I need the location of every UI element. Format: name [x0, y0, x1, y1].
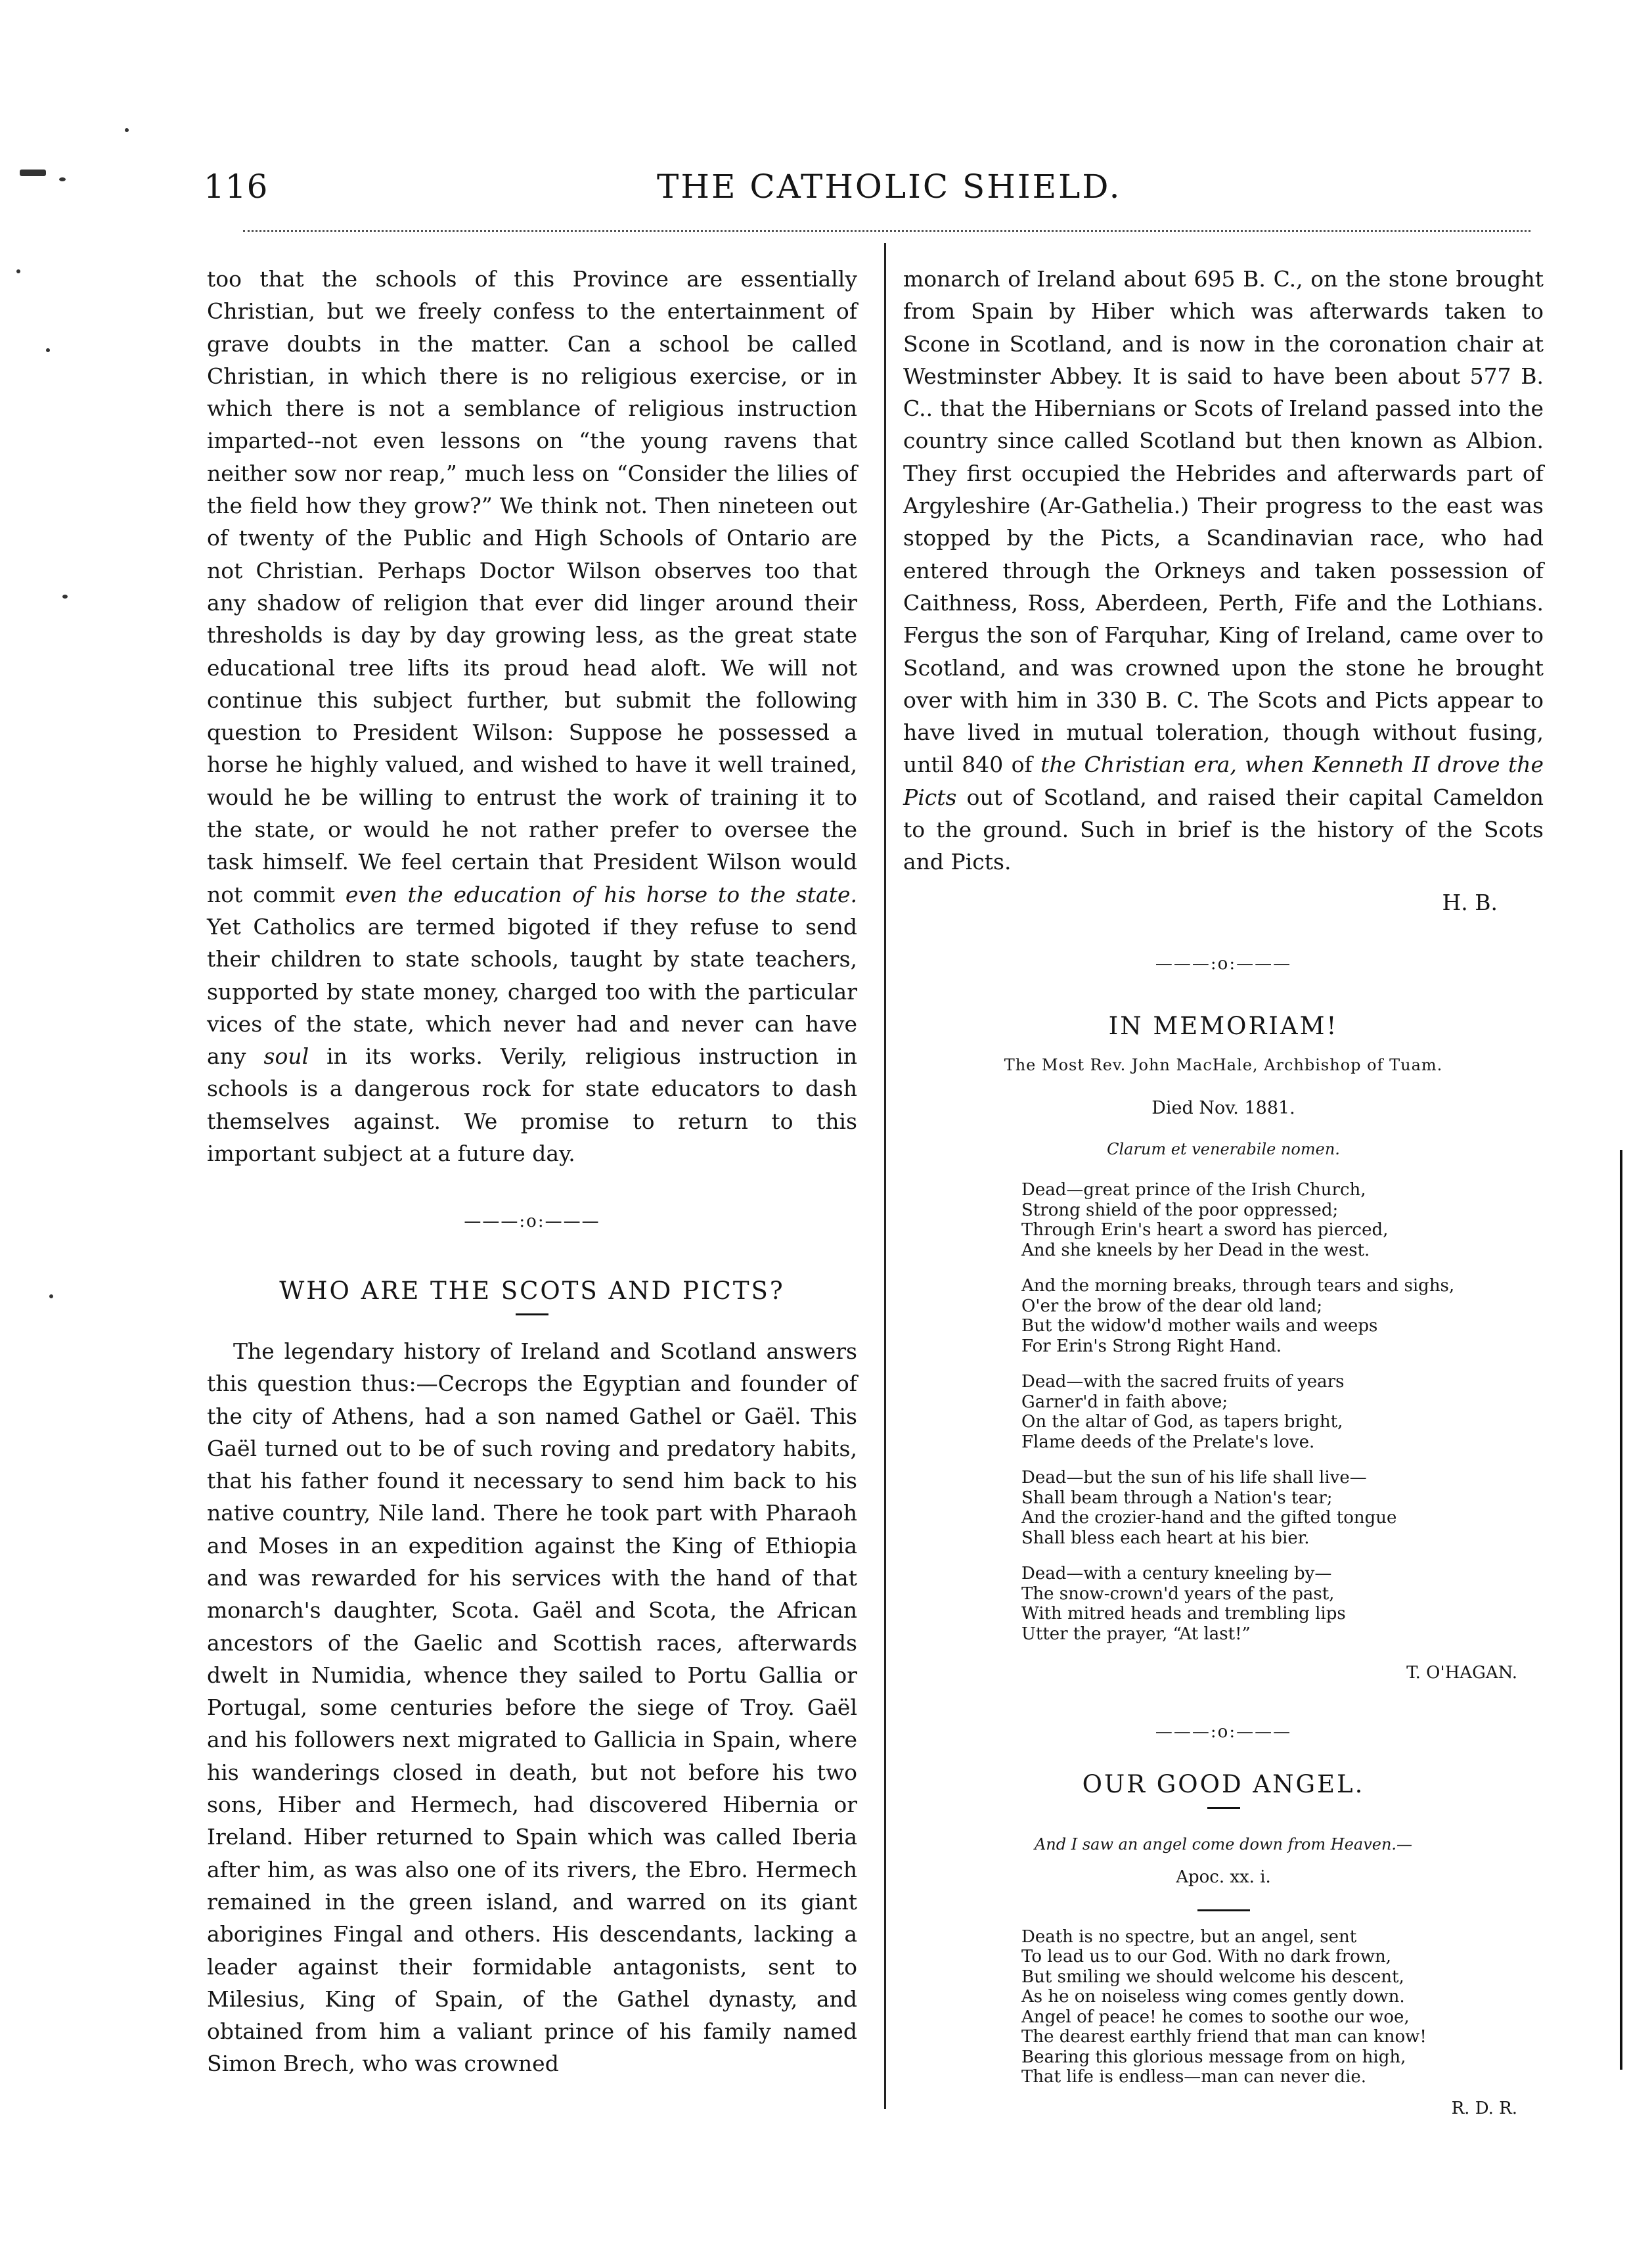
- memoriam-died: Died Nov. 1881.: [1151, 1097, 1295, 1118]
- paragraph-text: out of Scotland, and raised their capital Cameldon to the ground. Such in brief is the history of the Scots and Picts.: [903, 784, 1544, 875]
- poem-line: Dead—great prince of the Irish Church,: [1021, 1180, 1366, 1200]
- angel-title: OUR GOOD ANGEL.: [1082, 1770, 1365, 1799]
- poem-line: To lead us to our God. With no dark frown,: [1021, 1947, 1392, 1967]
- memoriam-title: IN MEMORIAM!: [1108, 1012, 1339, 1041]
- poem-line: But the widow'd mother wails and weeps: [1021, 1316, 1378, 1336]
- poem-signature: R. D. R.: [1451, 2098, 1517, 2118]
- poem-line: With mitred heads and trembling lips: [1021, 1604, 1346, 1624]
- poem-line: Utter the prayer, “At last!”: [1021, 1624, 1251, 1644]
- section-separator: ———:o:———: [1155, 953, 1292, 974]
- scan-speck: [125, 128, 129, 132]
- epigraph-rule: [1197, 1909, 1250, 1911]
- poem-line: And the morning breaks, through tears and sighs,: [1021, 1276, 1455, 1296]
- angel-poem: [1021, 1927, 1534, 2087]
- poem-line: But smiling we should welcome his descent,: [1021, 1967, 1404, 1987]
- poem-line: And she kneels by her Dead in the west.: [1021, 1240, 1370, 1260]
- poem-line: The snow-crown'd years of the past,: [1021, 1583, 1335, 1604]
- poem-stanza: [1021, 1468, 1534, 1548]
- poem-line: Through Erin's heart a sword has pierced,: [1021, 1220, 1389, 1240]
- article-continued-paragraph: [903, 263, 1544, 878]
- paragraph-text: too that the schools of this Province are essentially Christian, but we freely confess to the entertainment of grave doubts in the matter. Can a school be called Christian, in which there is no religious exercise, or in which there is not a semblance of religious instruction imparted--not even lessons on “the young ravens that neither sow nor reap,” much less on “Consider the lilies of the field how they grow?” We think not. Then nineteen out of twenty of the Public and High Schools of Ontario are not Christian. Perhaps Doctor Wilson observes too that any shadow of religion that ever did linger around their thresholds is day by day growing less, as the great state educational tree lifts its proud head aloft. We will not continue this subject further, but submit the following question to President Wilson: Suppose he possessed a horse he highly valued, and wished to have it well trained, would he be willing to entrust the work of training it to the state, or would he not rather prefer to oversee the task himself. We feel certain that President Wilson would not commit: [207, 266, 857, 907]
- memoriam-motto: Clarum et venerabile nomen.: [1107, 1140, 1340, 1159]
- poem-line: Strong shield of the poor oppressed;: [1021, 1200, 1339, 1220]
- poem-line: For Erin's Strong Right Hand.: [1021, 1336, 1282, 1356]
- poem-signature: T. O'HAGAN.: [1406, 1663, 1517, 1683]
- poem-line: O'er the brow of the dear old land;: [1021, 1296, 1323, 1316]
- article-paragraph: The legendary history of Ireland and Scotland answers this question thus:—Cecrops the Egyptian and founder of the city of Athens, had a son named Gathel or Gaël. This Gaël turned out to be of such roving and predatory habits, that his father found it necessary to send him back to his native country, Nile land. There he took part with Pharaoh and Moses in an expedition against the King of Ethiopia and was rewarded for his services with the hand of that monarch's daughter, Scota. Gaël and Scota, the African ancestors of the Gaelic and Scottish races, afterwards dwelt in Numidia, whence they sailed to Portu Gallia or Portugal, some centuries before the siege of Troy. Gaël and his followers next migrated to Gallicia in Spain, where his wanderings closed in death, but not before his two sons, Hiber and Hermech, had discovered Hibernia or Ireland. Hiber returned to Spain which was called Iberia after him, as was also one of its rivers, the Ebro. Hermech remained in the green island, and warred on its giant aborigines Fingal and others. His descendants, lacking a leader against their formidable antagonists, sent to Milesius, King of Spain, of the Gathel dynasty, and obtained from him a valiant prince of his family named Simon Brech, who was crowned: [207, 1338, 857, 2077]
- poem-line: The dearest earthly friend that man can know!: [1021, 2027, 1427, 2047]
- article-continued-paragraph: [207, 263, 857, 1170]
- scan-speck: [49, 1294, 53, 1298]
- poem-line: Angel of peace! he comes to soothe our woe,: [1021, 2007, 1410, 2027]
- poem-line: Shall beam through a Nation's tear;: [1021, 1488, 1333, 1508]
- italic-text: soul: [263, 1043, 309, 1070]
- memoriam-subtitle: The Most Rev. John MacHale, Archbishop of Tuam.: [1004, 1055, 1443, 1074]
- scan-speck: [59, 177, 66, 181]
- poem-line: That life is endless—man can never die.: [1021, 2067, 1367, 2087]
- poem-stanza: [1021, 1180, 1534, 1260]
- poem-line: Dead—but the sun of his life shall live—: [1021, 1468, 1367, 1488]
- article-signature: H. B.: [1442, 889, 1498, 915]
- memoriam-poem: [1021, 1180, 1534, 1644]
- angel-epigraph-reference: Apoc. xx. i.: [1176, 1867, 1271, 1887]
- page-number: 116: [204, 168, 269, 206]
- title-rule: [516, 1313, 548, 1315]
- italic-text: even the education of his horse to the state.: [345, 881, 857, 907]
- angel-epigraph: And I saw an angel come down from Heaven.—: [1034, 1835, 1413, 1854]
- scan-speck: [16, 269, 20, 273]
- scan-speck: [62, 595, 68, 599]
- poem-line: Flame deeds of the Prelate's love.: [1021, 1432, 1315, 1452]
- poem-stanza: [1021, 1564, 1534, 1644]
- left-column: [207, 263, 857, 2080]
- header-rule: [243, 230, 1530, 232]
- poem-line: And the crozier-hand and the gifted tongue: [1021, 1508, 1397, 1528]
- poem-line: On the altar of God, as tapers bright,: [1021, 1412, 1343, 1432]
- poem-line: Dead—with a century kneeling by—: [1021, 1564, 1332, 1584]
- section-separator: ———:o:———: [1155, 1721, 1292, 1742]
- scan-speck: [20, 170, 46, 176]
- poem-stanza: [1021, 1276, 1534, 1356]
- poem-line: Garner'd in faith above;: [1021, 1392, 1228, 1412]
- poem-line: Dead—with the sacred fruits of years: [1021, 1372, 1345, 1392]
- article-title: WHO ARE THE SCOTS AND PICTS?: [279, 1276, 785, 1305]
- paragraph-text: Yet Catholics are termed bigoted if they refuse to send their children to state schools, taught by state teachers, supported by state money, charged too with the particular vices of the state, which never had and never can have any: [207, 913, 857, 1070]
- paragraph-text: in its works. Verily, religious instruction in schools is a dangerous rock for state educators to dash themselves against. We promise to return to this important subject at a future day.: [207, 1043, 857, 1167]
- column-divider: [884, 243, 886, 2109]
- section-separator: ———:o:———: [464, 1212, 600, 1232]
- paragraph-text: monarch of Ireland about 695 B. C., on the stone brought from Spain by Hiber which was afterwards taken to Scone in Scotland, and is now in the coronation chair at Westminster Abbey. It is said to have been about 577 B. C.. that the Hibernians or Scots of Ireland passed into the country since called Scotland but then known as Albion. They first occupied the Hebrides and afterwards part of Argyleshire (Ar-Gathelia.) Their progress to the east was stopped by the Picts, a Scandinavian race, who had entered through the Orkneys and taken possession of Caithness, Ross, Aberdeen, Perth, Fife and the Lothians. Fergus the son of Farquhar, King of Ireland, came over to Scotland, and was crowned upon the stone he brought over with him in 330 B. C. The Scots and Picts appear to have lived in mutual toleration, though without fusing, until 840 of: [903, 266, 1544, 778]
- italic-text: the Christian era, when Kenneth II drove the Picts: [903, 752, 1544, 810]
- journal-title: THE CATHOLIC SHIELD.: [657, 168, 1122, 206]
- scan-edge-mark: [1620, 1150, 1622, 2070]
- scan-speck: [46, 348, 50, 352]
- title-rule: [1207, 1807, 1240, 1809]
- right-column: [903, 263, 1544, 2125]
- poem-line: Shall bless each heart at his bier.: [1021, 1528, 1310, 1548]
- page-header: [197, 168, 1511, 220]
- poem-stanza: [1021, 1372, 1534, 1452]
- poem-line: As he on noiseless wing comes gently down.: [1021, 1987, 1405, 2007]
- poem-line: Bearing this glorious message from on high,: [1021, 2047, 1406, 2067]
- poem-line: Death is no spectre, but an angel, sent: [1021, 1926, 1357, 1947]
